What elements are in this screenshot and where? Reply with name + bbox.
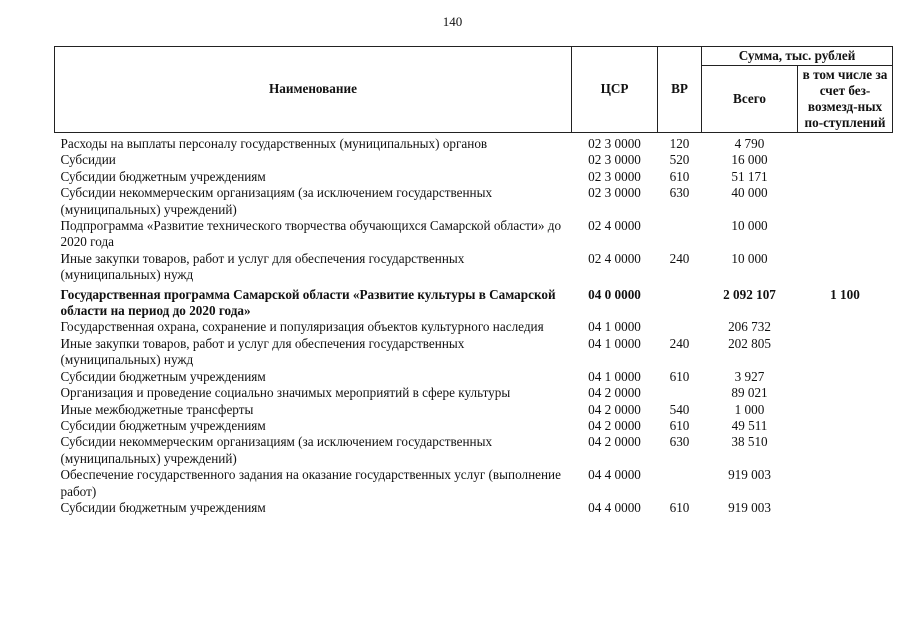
row-name: Расходы на выплаты персоналу государственных (муниципальных) органов <box>60 136 488 151</box>
header-including: в том числе за счет без-возмезд-ных по-ступлений <box>798 66 893 133</box>
table-row <box>55 152 893 168</box>
table-row <box>55 319 893 335</box>
row-name: Субсидии бюджетным учреждениям <box>60 368 266 384</box>
budget-table <box>54 46 893 516</box>
row-csr: 02 4 0000 <box>588 250 641 266</box>
table-row <box>55 467 893 500</box>
row-csr: 02 3 0000 <box>588 136 641 151</box>
table-body <box>55 133 893 517</box>
row-name: Субсидии бюджетным учреждениям <box>60 499 266 515</box>
row-csr: 04 1 0000 <box>588 319 641 335</box>
row-including <box>798 336 893 369</box>
header-total: Всего <box>702 66 798 133</box>
row-name: Иные межбюджетные трансферты <box>60 401 254 417</box>
row-including <box>798 402 893 418</box>
row-vr <box>658 218 702 251</box>
row-csr: 02 3 0000 <box>588 168 641 184</box>
table-row <box>55 251 893 284</box>
row-including <box>798 319 893 335</box>
row-sum: 89 021 <box>731 385 768 401</box>
row-sum: 38 510 <box>731 434 768 450</box>
row-vr: 610 <box>669 417 690 433</box>
row-vr: 610 <box>669 499 690 515</box>
header-name: Наименование <box>55 47 572 133</box>
row-csr: 04 2 0000 <box>588 434 641 450</box>
row-vr: 610 <box>669 168 690 184</box>
row-sum: 10 000 <box>731 250 768 266</box>
row-including <box>798 467 893 500</box>
table-row <box>55 185 893 218</box>
row-vr: 540 <box>669 401 690 417</box>
row-name: Иные закупки товаров, работ и услуг для обеспечения государственных (муниципальных) нужд <box>60 335 465 368</box>
row-sum: 3 927 <box>734 368 765 384</box>
row-sum: 4 790 <box>734 136 765 151</box>
table-row <box>55 169 893 185</box>
row-name: Субсидии бюджетным учреждениям <box>60 168 266 184</box>
row-csr: 04 1 0000 <box>588 335 641 351</box>
table-row <box>55 284 893 320</box>
row-sum: 919 003 <box>728 499 771 515</box>
row-including: 1 100 <box>830 286 860 302</box>
row-vr: 630 <box>669 434 690 450</box>
row-name: Иные закупки товаров, работ и услуг для обеспечения государственных (муниципальных) нужд <box>60 250 465 283</box>
row-sum: 10 000 <box>731 218 768 234</box>
row-sum: 2 092 107 <box>723 286 776 302</box>
row-csr: 02 4 0000 <box>588 218 641 234</box>
row-csr: 04 0 0000 <box>588 286 641 302</box>
row-name: Субсидии бюджетным учреждениям <box>60 417 266 433</box>
table-row <box>55 369 893 385</box>
row-including <box>798 369 893 385</box>
row-csr: 02 3 0000 <box>588 185 641 201</box>
row-sum: 202 805 <box>728 335 771 351</box>
row-vr: 120 <box>669 136 690 151</box>
table-header <box>55 47 893 133</box>
row-name: Субсидии некоммерческим организациям (за исключением государственных (муниципальных) учреждений) <box>60 434 493 466</box>
row-name: Субсидии некоммерческим организациям (за исключением государственных (муниципальных) учреждений) <box>60 185 493 217</box>
row-vr <box>658 319 702 335</box>
row-sum: 919 003 <box>728 467 771 483</box>
row-sum: 16 000 <box>731 152 768 168</box>
table-row <box>55 500 893 516</box>
header-sum-group: Сумма, тыс. рублей <box>702 47 893 66</box>
row-including <box>798 500 893 516</box>
row-csr: 04 2 0000 <box>588 385 641 401</box>
row-sum: 206 732 <box>728 319 771 335</box>
row-name: Государственная программа Самарской области «Развитие культуры в Самарской области на период до 2020 года» <box>60 286 556 319</box>
row-including <box>798 133 893 153</box>
row-sum: 1 000 <box>734 401 765 417</box>
row-sum: 49 511 <box>731 417 768 433</box>
row-including <box>798 218 893 251</box>
row-vr: 240 <box>669 335 690 351</box>
header-vr: ВР <box>658 47 702 133</box>
row-vr <box>658 385 702 401</box>
row-including <box>798 152 893 168</box>
table-row <box>55 336 893 369</box>
table-row <box>55 133 893 153</box>
row-sum: 40 000 <box>731 185 768 201</box>
row-vr: 240 <box>669 250 690 266</box>
row-csr: 04 4 0000 <box>588 499 641 515</box>
row-csr: 04 2 0000 <box>588 417 641 433</box>
table-row <box>55 418 893 434</box>
table-row <box>55 434 893 467</box>
row-including <box>798 185 893 218</box>
header-csr: ЦСР <box>572 47 658 133</box>
row-csr: 04 4 0000 <box>588 467 641 483</box>
row-including <box>798 385 893 401</box>
page-number: 140 <box>442 14 463 29</box>
row-csr: 04 1 0000 <box>588 368 641 384</box>
table-row <box>55 218 893 251</box>
row-vr <box>658 467 702 500</box>
row-vr: 520 <box>669 152 690 168</box>
row-name: Обеспечение государственного задания на оказание государственных услуг (выполнение работ) <box>60 467 561 499</box>
row-including <box>798 251 893 284</box>
row-name: Государственная охрана, сохранение и популяризация объектов культурного наследия <box>60 319 544 335</box>
row-vr: 630 <box>669 185 690 201</box>
row-including <box>798 418 893 434</box>
row-including <box>798 169 893 185</box>
row-vr: 610 <box>669 368 690 384</box>
row-name: Подпрограмма «Развитие технического творчества обучающихся Самарской области» до 2020 года <box>60 218 562 250</box>
row-sum: 51 171 <box>731 168 768 184</box>
row-including <box>798 434 893 467</box>
row-name: Организация и проведение социально значимых мероприятий в сфере культуры <box>60 385 511 401</box>
row-csr: 04 2 0000 <box>588 401 641 417</box>
row-name: Субсидии <box>60 152 116 168</box>
row-csr: 02 3 0000 <box>588 152 641 168</box>
table-row <box>55 402 893 418</box>
table-row <box>55 385 893 401</box>
row-vr <box>658 284 702 320</box>
